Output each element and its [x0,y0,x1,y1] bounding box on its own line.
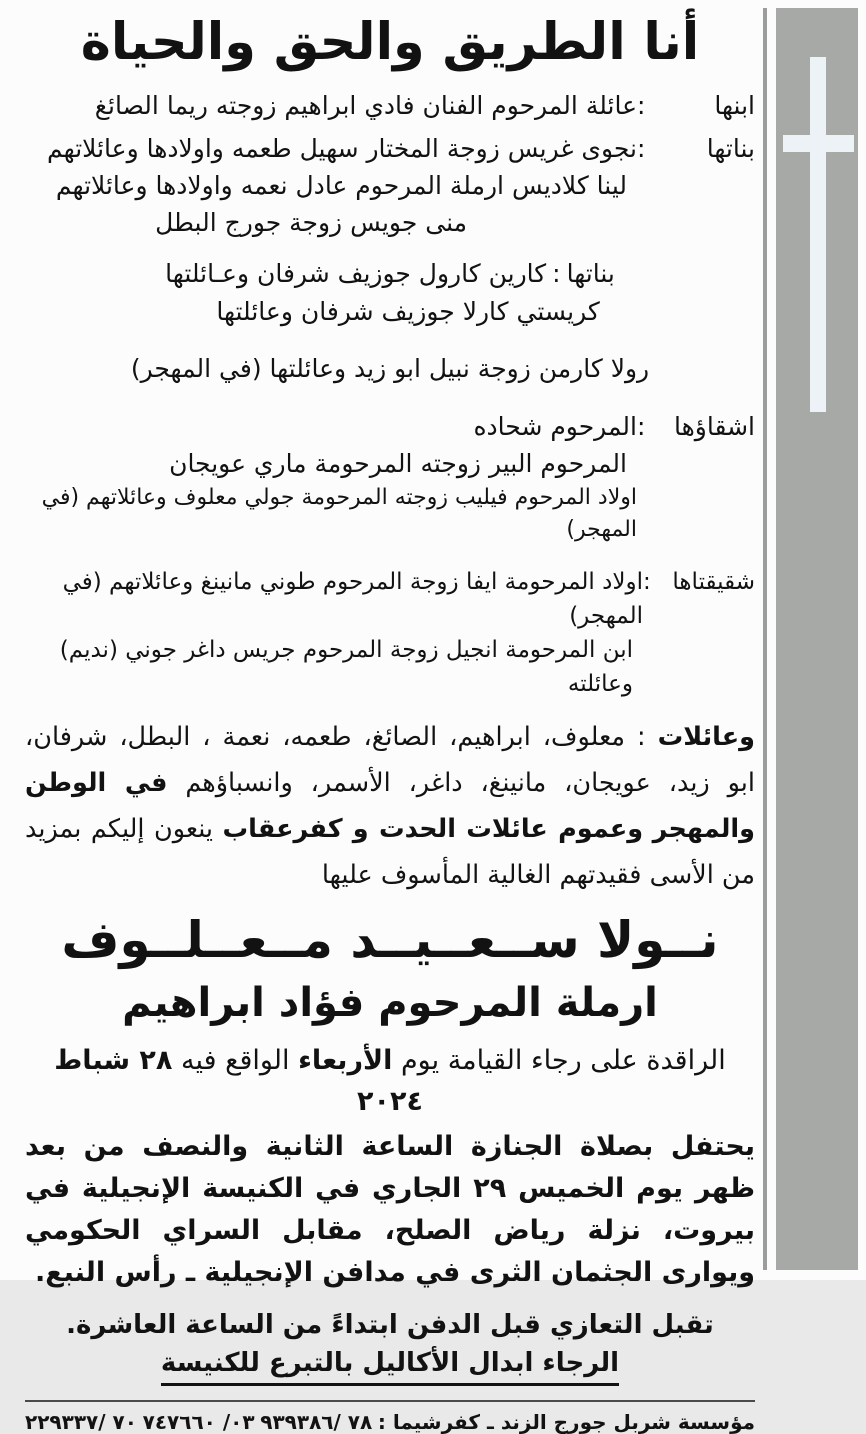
wreaths-underlined-text: الرجاء ابدال الأكاليل بالتبرع للكنيسة [161,1348,619,1386]
row-head [637,408,755,547]
row-body [25,87,637,124]
daughter-line: نجوى غريس زوجة المختار سهيل طعمه واولادها وعائلاتهم [47,134,637,164]
granddaughter-text: كريستي كارلا جوزيف شرفان وعائلتها [216,296,600,326]
cross-icon [776,57,858,422]
wreaths-note [25,1348,755,1386]
relatives-row-sisters [25,565,755,701]
daughter-line: لينا كلاديس ارملة المرحوم عادل نعمه واولادها وعائلاتهم [55,171,627,201]
relatives-row-brothers [25,408,755,547]
funeral-text: يحتفل بصلاة الجنازة الساعة [343,1131,755,1163]
row-colon: : [552,259,561,289]
families-label: وعائلات [657,721,755,752]
funeral-details: يوم الخميس ٢٩ الجاري في الكنيسة الإنجيلية في بيروت، نزلة رياض الصلح، مقابل السراي الحكومي ويوارى الجثمان الثرى في مدافن الإنجيلية ـ رأس النبع. [25,1173,755,1288]
row-head [637,130,755,241]
granddaughters-inner [165,255,615,330]
cross-vertical-bar [810,57,826,412]
row-colon: : [637,134,646,164]
funeral-home-name: مؤسسة شربل جورج الزند ـ كفرشيما : [377,1409,755,1434]
row-label: شقيقتاها [672,568,755,595]
son-text: عائلة المرحوم الفنان فادي ابراهيم زوجته ريما الصائغ [94,91,637,121]
daughter-abroad-line: رولا كارمن زوجة نبيل ابو زيد وعائلتها (في المهجر) [130,354,650,384]
deceased-widow-of: ارملة المرحوم فؤاد ابراهيم [122,980,658,1027]
families-text: ينعون إليكم بمزيد من الأسى فقيدتهم الغالية المأسوف عليها [25,813,755,890]
sister-line: اولاد المرحومة ايفا زوجة المرحوم طوني مانينغ وعائلاتهم (في المهجر) [62,568,643,629]
scripture-verse: أنا الطريق والحق والحياة [80,13,700,72]
funeral-paragraph [25,1126,755,1293]
row-colon: : [637,411,646,441]
families-paragraph [25,715,755,899]
granddaughters-line [165,255,615,293]
footer [25,1400,755,1434]
row-head [643,565,755,701]
relatives-row-son [25,87,755,124]
brother-line: المرحوم البير زوجته المرحومة ماري عويجان [169,448,627,478]
daughter-line: منى جويس زوجة جورج البطل [155,208,467,238]
row-label: بناتها [566,259,615,289]
wake-date-line [25,1041,755,1122]
row-colon: : [637,91,646,121]
brother-line: المرحوم شحاده [473,411,637,441]
obituary-content [25,0,755,1434]
row-colon: : [643,568,651,595]
deceased-name: نــولا ســعــيــد مــعــلــوف [61,911,719,970]
wake-text: الواقع فيه [172,1045,299,1077]
families-bold-towns: وعموم عائلات الحدت و كفرعقاب [222,813,644,844]
phone-number-2: ٠٣/ ٧٤٧٦٦٠ [142,1409,255,1434]
row-body [25,408,637,547]
condolences-note: تقبل التعازي قبل الدفن ابتداءً من الساعة العاشرة. [66,1309,714,1340]
funeral-text: من بعد ظهر [25,1131,755,1205]
row-label: بناتها [706,134,755,164]
wake-text: الراقدة على رجاء القيامة يوم [392,1045,726,1077]
row-body [25,565,643,701]
row-label: ابنها [714,91,755,121]
memorial-band [776,8,858,1270]
row-label: اشقاؤها [673,411,755,441]
phone-number-3: ٧٠ /٢٢٩٣٣٧ [25,1409,137,1434]
families-bold-homeland: في الوطن والمهجر [25,767,755,844]
band-divider-line [763,8,767,1270]
granddaughters-block [25,255,755,330]
families-text [643,814,653,844]
brother-line: اولاد المرحوم فيليب زوجته المرحومة جولي معلوف وعائلاتهم (في المهجر) [41,484,637,543]
row-head [637,87,755,124]
families-text: معلوف، ابراهيم، الصائغ، طعمه، نعمة ، البطل، شرفان، ابو زيد، عويجان، مانينغ، داغر، الأسمر، وانسباؤهم [25,721,755,798]
funeral-time: الثانية والنصف [142,1131,344,1163]
phone-number-1: ٧٨ /٩٣٩٣٨٦ [260,1409,373,1434]
granddaughter-text: كارين كارول جوزيف شرفان وعـائلتها [165,259,547,289]
wake-day: الأربعاء [298,1045,393,1077]
row-body [25,130,637,241]
wake-date: ٢٨ شباط ٢٠٢٤ [54,1045,423,1117]
relatives-row-daughters [25,130,755,241]
sister-line: ابن المرحومة انجيل زوجة المرحوم جريس داغر جوني (نديم) وعائلته [59,636,633,697]
families-colon: : [625,721,658,752]
cross-horizontal-bar [783,135,854,152]
